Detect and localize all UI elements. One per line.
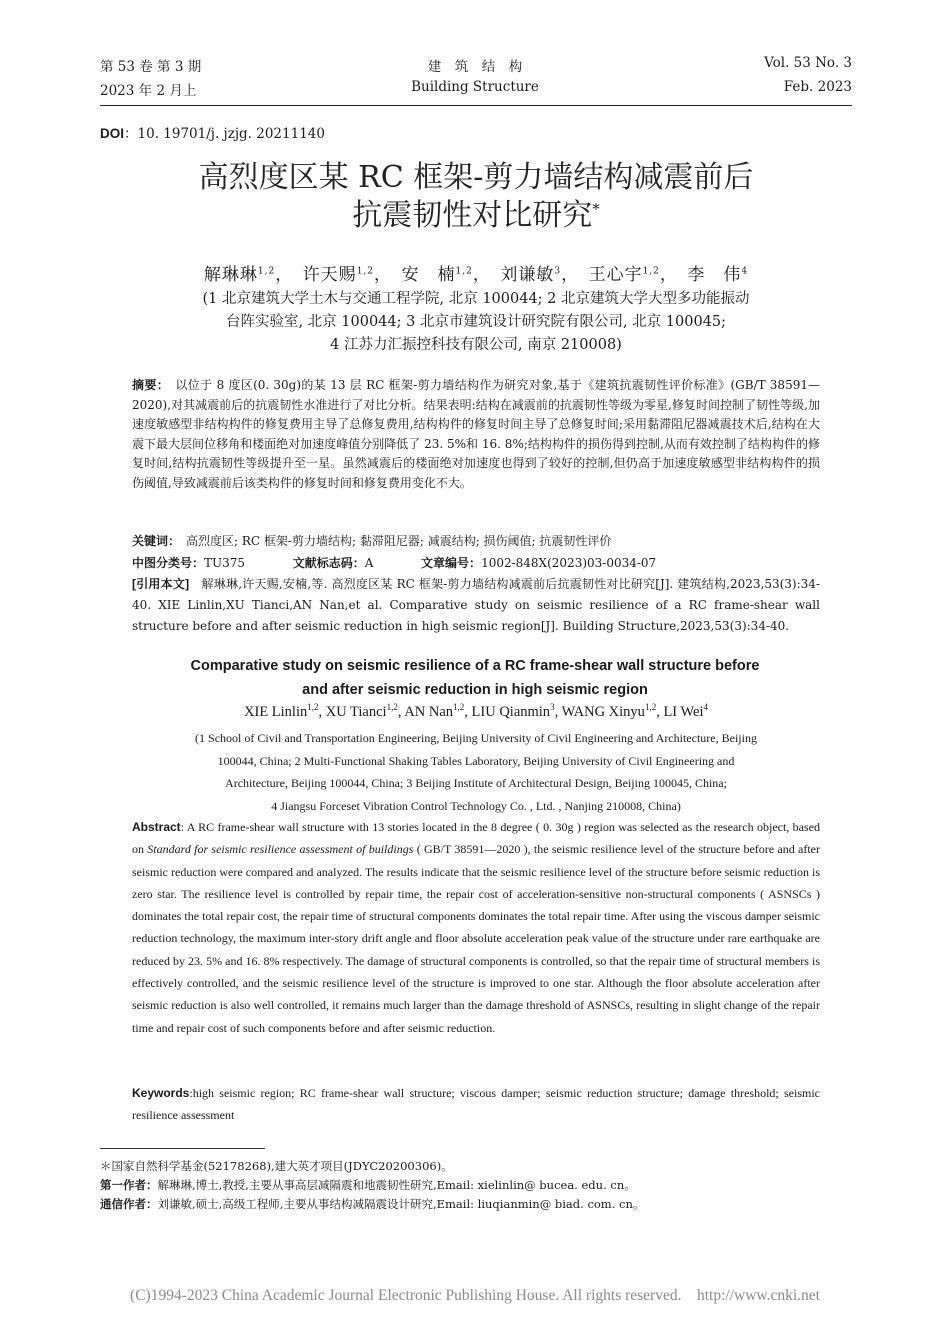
title-en: Comparative study on seismic resilience of a RC frame-shear wall structure before and after seismic reduction in high seismic region [190,658,760,698]
en-author: WANG Xinyu$^{1,2}$ [561,702,657,720]
page-title-line1: 高烈度区某 RC 框架-剪力墙结构减震前后 [198,160,754,195]
cn-author: 许天赐$^{1,2}$ [302,265,375,285]
en-author: XU Tianci$^{1,2}$ [325,702,398,720]
keywords-cn: 关键词： 高烈度区; RC 框架-剪力墙结构; 黏滞阻尼器; 减震结构; 损伤阈值; 抗震韧性评价 [132,534,612,548]
header-rule [100,105,852,106]
citation: [引用本文] 解琳琳,许天赐,安楠,等. 高烈度区某 RC 框架-剪力墙结构减震前后抗震韧性对比研究[J]. 建筑结构,2023,53(3):34-40. XIE Linlin,XU Tianci,AN Nan,et al. Comparative study on seismic resilience of a RC frame-shear wall structure before and after seismic reduction in high seismic region[J]. Building Structure,2023,53(3):34-40. [132,577,820,633]
classification: 中图分类号：TU375 文献标志码：A 文章编号：1002-848X(2023)03-0034-07 [132,556,657,570]
keywords-en: Keywords:high seismic region; RC frame-shear wall structure; viscous damper; seismic reduction structure; damage threshold; seismic resilience assessment [132,1086,820,1123]
date-cn: 2023 年 2 月上 [100,83,197,99]
journal-en: Building Structure [411,79,539,95]
en-author: XIE Linlin$^{1,2}$ [244,702,319,720]
en-author: LI Wei$^4$ [663,702,708,720]
abstract-en: Abstract: A RC frame-shear wall structure with 13 stories located in the 8 degree ( 0. 30g ) region was selected as the research object, based on Standard for seismic resilience assessment of buildings ( GB/T 38591—2020 ), the seismic resilience level of the structure before and after seismic reduction were compared and analyzed. The results indicate that the seismic resilience level of the structure before seismic reduction is zero star. The resilience level is controlled by repair time, the repair cost of acceleration-sensitive non-structural components ( ASNSCs ) dominates the total repair cost, the repair time of structural components dominates the total repair time. After using the viscous damper seismic reduction technology, the maximum inter-story drift angle and floor absolute acceleration peak value of the structure under rare earthquake are reduced by 23. 5% and 16. 8% respectively. The damage of structural components is controlled, so that the repair time of structural members is effectively controlled, and the seismic resilience level of the structure is improved to one star. Although the floor absolute acceleration after seismic reduction is also well controlled, it remains much larger than the damage threshold of ASNSCs, resulting in slight change of the repair time and repair cost of such components before and after seismic reduction. [132,820,820,1035]
authors-en: XIE Linlin$^{1,2}$, XU Tianci$^{1,2}$, AN Nan$^{1,2}$, LIU Qianmin$^3$, WANG Xinyu$^{1,2}$, LI Wei$^4$ [244,702,708,720]
copyright-watermark: (C)1994-2023 China Academic Journal Electronic Publishing House. All rights reserved. http://www.cnki.net [130,1287,820,1304]
cn-author: 刘谦敏$^3$ [500,265,562,285]
cn-author: 解琳琳$^{1,2}$ [203,265,276,285]
cn-author: 李 伟$^4$ [687,265,749,285]
en-author: AN Nan$^{1,2}$ [404,702,465,720]
abstract-cn: 摘要： 以位于 8 度区(0. 30g)的某 13 层 RC 框架-剪力墙结构作为研究对象,基于《建筑抗震韧性评价标准》(GB/T 38591—2020),对其减震前后的抗震韧性水准进行了对比分析。结果表明:结构在减震前的抗震韧性等级为零星,修复时间控制了韧性等级,加速度敏感型非结构构件的修复费用主导了总修复费用,结构构件的修复时间主导了总修复时间;采用黏滞阻尼器减震技术后,结构在大震下最大层间位移角和楼面绝对加速度峰值分别降低了 23. 5%和 16. 8%;结构构件的损伤得到控制,从而有效控制了结构构件的修复时间,结构抗震韧性等级提升至一星。虽然减震后的楼面绝对加速度也得到了较好的控制,但仍高于加速度敏感型非结构构件的损伤阈值,导致减震前后该类构件的修复时间和修复费用变化不大。 [132,378,820,490]
doi: DOI：10. 19701/j. jzjg. 20211140 [100,126,325,142]
affiliations-en: (1 School of Civil and Transportation Engineering, Beijing University of Civil Engineering and Architecture, Beijing 100044, China; 2 Multi-Functional Shaking Tables Laboratory, Beijing University of Civil Engineering and Architecture, Beijing 100044, China; 3 Beijing Institute of Architectural Design, Beijing 100045, China; 4 Jiangsu Forceset Vibration Control Technology Co. , Ltd. , Nanjing 210008, China) [195,731,757,813]
date-en: Feb. 2023 [783,79,852,95]
volume-cn: 第 53 卷 第 3 期 [100,59,202,75]
affiliations-cn: (1 北京建筑大学土木与交通工程学院, 北京 100044; 2 北京建筑大学大型多功能振动 台阵实验室, 北京 100044; 3 北京市建筑设计研究院有限公司, 北京 100045; 4 江苏力汇振控科技有限公司, 南京 210008) [202,291,750,353]
authors-cn: 解琳琳$^{1,2}$， 许天赐$^{1,2}$， 安 楠$^{1,2}$， 刘谦敏$^3$， 王心宇$^{1,2}$， 李 伟$^4$ [203,265,749,285]
cn-author: 安 楠$^{1,2}$ [401,265,473,285]
footnotes [100,1157,820,1215]
en-author: LIU Qianmin$^3$ [471,702,555,720]
page-title-line2: 抗震韧性对比研究* [352,198,600,233]
footnote-rule [100,1148,265,1149]
fund-note: ＊国家自然科学基金(52178268),建大英才项目(JDYC20200306)。 [100,1159,453,1173]
volume-en: Vol. 53 No. 3 [764,55,852,71]
first-author-note: 第一作者：解琳琳,博士,教授,主要从事高层减隔震和地震韧性研究,Email: xielinlin@ bucea. edu. cn。 [100,1177,636,1192]
journal-cn: 建 筑 结 构 [427,59,523,75]
corresponding-author-note: 通信作者：刘谦敏,硕士,高级工程师,主要从事结构减隔震设计研究,Email: liuqianmin@ biad. com. cn。 [100,1197,645,1211]
cn-author: 王心宇$^{1,2}$ [588,265,660,285]
